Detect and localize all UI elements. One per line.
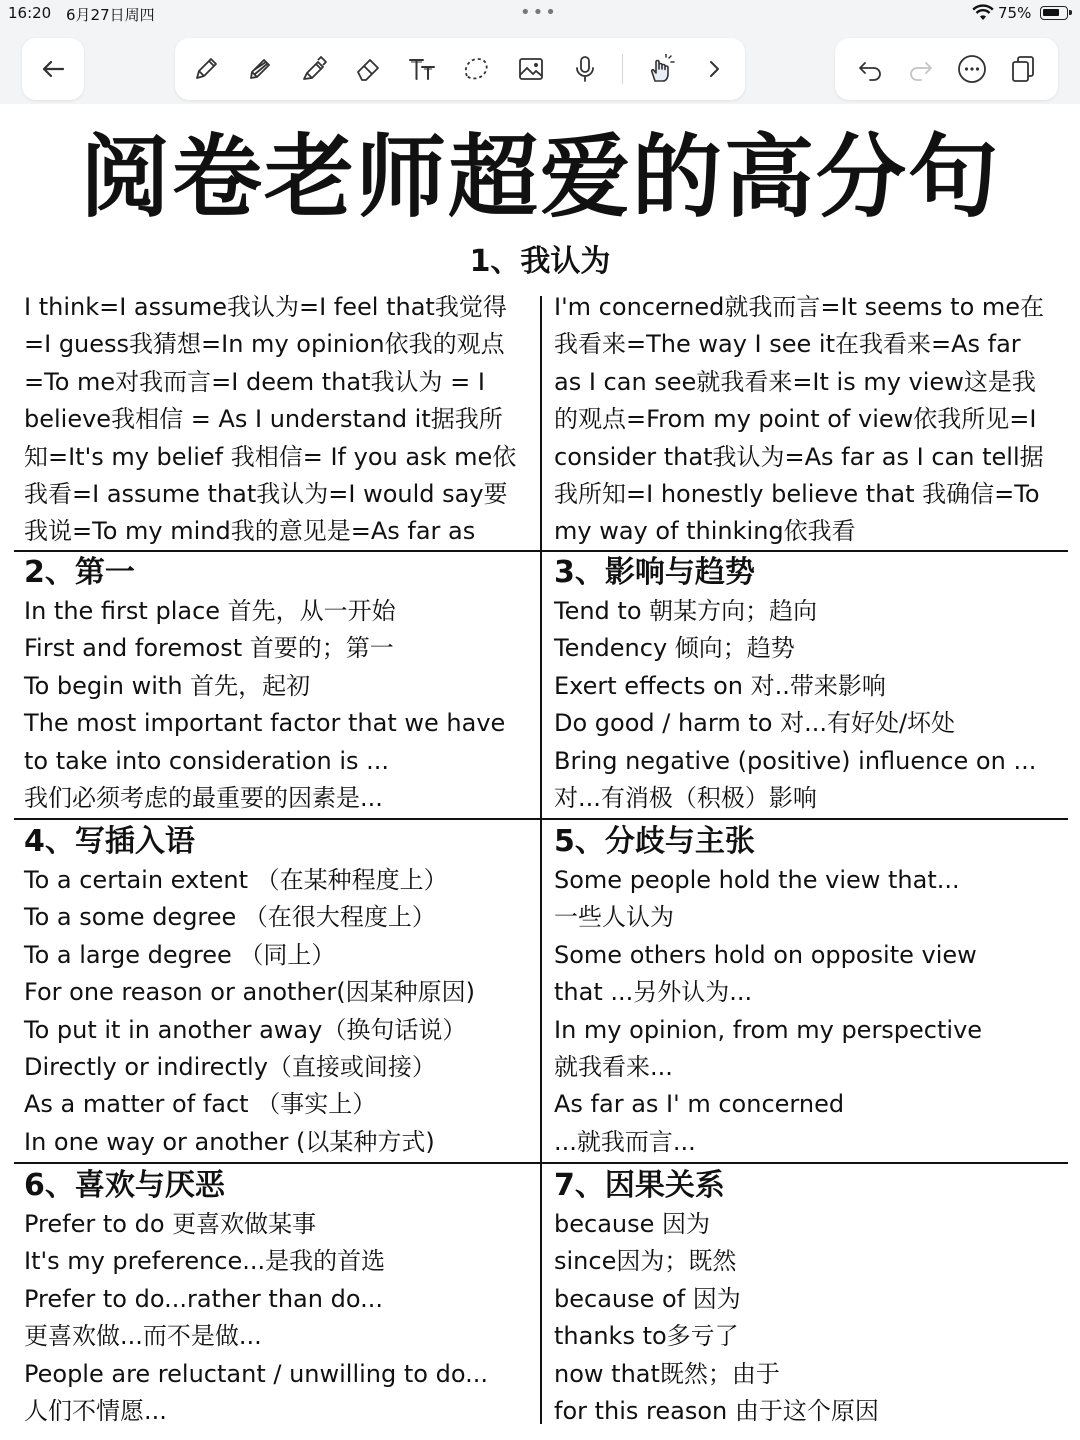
document-title: 阅卷老师超爱的高分句 — [80, 125, 1000, 230]
highlighter-icon[interactable] — [297, 52, 331, 86]
microphone-icon[interactable] — [568, 52, 602, 86]
text-line: In one way or another (以某种方式) — [24, 1127, 435, 1156]
section-7-heading: 7、因果关系 — [554, 1168, 725, 1203]
section-4 — [14, 822, 542, 1161]
text-line: since因为；既然 — [554, 1247, 737, 1276]
status-date: 6月27日周四 — [66, 6, 155, 24]
text-line: To a large degree （同上） — [24, 940, 336, 969]
hand-pointer-icon[interactable] — [643, 52, 677, 86]
text-line: Some people hold the view that... — [554, 866, 960, 894]
text-line: 就我看来... — [554, 1053, 673, 1082]
status-bar — [0, 0, 1080, 28]
text-line: ...就我而言... — [554, 1127, 696, 1156]
text-line: To put it in another away（换句话说） — [24, 1015, 467, 1044]
text-line: It's my preference...是我的首选 — [24, 1247, 386, 1276]
text-line: People are reluctant / unwilling to do... — [24, 1359, 488, 1388]
text-line: =I guess我猜想=In my opinion依我的观点 — [24, 330, 505, 359]
undo-icon[interactable] — [853, 52, 887, 86]
text-line: now that既然；由于 — [554, 1359, 780, 1388]
text-line: Tend to 朝某方向；趋向 — [554, 597, 818, 625]
text-line: because of 因为 — [554, 1284, 741, 1313]
document-actions-bar — [835, 38, 1058, 100]
text-tool-icon[interactable] — [405, 52, 439, 86]
section-1-left — [14, 289, 542, 551]
text-line: Bring negative (positive) influence on ... — [554, 746, 1037, 775]
text-line: to take into consideration is ... — [24, 746, 390, 775]
text-line: I'm concerned就我而言=It seems to me在 — [554, 293, 1045, 321]
toolbar-divider — [622, 54, 623, 84]
text-line: believe我相信 = As I understand it据我所 — [24, 405, 503, 434]
text-line: To begin with 首先，起初 — [24, 671, 311, 700]
pencil-icon[interactable] — [243, 52, 277, 86]
section-2 — [14, 553, 542, 817]
text-line: To a some degree （在很大程度上） — [24, 903, 436, 932]
text-line: Exert effects on 对..带来影响 — [554, 671, 886, 700]
text-line: 我看来=The way I see it在我看来=As far — [554, 330, 1021, 359]
text-line: Prefer to do 更喜欢做某事 — [24, 1210, 317, 1238]
column-divider — [540, 296, 542, 1424]
text-line: 对...有消极（积极）影响 — [554, 784, 817, 813]
section-5 — [544, 822, 1074, 1161]
lasso-icon[interactable] — [459, 52, 493, 86]
text-line: As far as I' m concerned — [554, 1090, 845, 1119]
pen-icon[interactable] — [189, 52, 223, 86]
back-button[interactable] — [22, 38, 84, 100]
chevron-right-icon[interactable] — [697, 52, 731, 86]
text-line: for this reason 由于这个原因 — [554, 1397, 879, 1426]
text-line: Do good / harm to 对...有好处/坏处 — [554, 709, 956, 738]
text-line: 我们必须考虑的最重要的因素是... — [24, 784, 383, 813]
section-3-heading: 3、影响与趋势 — [554, 555, 755, 590]
text-line: 更喜欢做...而不是做... — [24, 1322, 262, 1351]
battery-percentage: 75% — [998, 4, 1032, 22]
back-arrow-icon — [38, 54, 68, 84]
section-7 — [544, 1166, 1074, 1430]
text-line: As a matter of fact （事实上） — [24, 1090, 377, 1119]
multitasking-dots-icon[interactable]: ••• — [520, 2, 558, 23]
text-line: Prefer to do...rather than do... — [24, 1284, 383, 1313]
text-line: because 因为 — [554, 1210, 711, 1238]
text-line: consider that我认为=As far as I can tell据 — [554, 442, 1044, 471]
text-line: my way of thinking依我看 — [554, 517, 856, 546]
text-line: 我说=To my mind我的意见是=As far as — [24, 517, 476, 546]
section-5-heading: 5、分歧与主张 — [554, 824, 755, 859]
text-line: 知=It's my belief 我相信= If you ask me依 — [24, 442, 517, 471]
text-line: 人们不情愿... — [24, 1397, 167, 1426]
text-line: Directly or indirectly（直接或间接） — [24, 1053, 436, 1082]
more-icon[interactable] — [955, 52, 989, 86]
section-1-heading: 1、我认为 — [469, 244, 611, 279]
text-line: =To me对我而言=I deem that我认为 = I — [24, 367, 485, 396]
text-line: thanks to多亏了 — [554, 1322, 739, 1351]
text-line: In the first place 首先，从一开始 — [24, 597, 396, 625]
eraser-icon[interactable] — [351, 52, 385, 86]
drawing-tools-bar — [175, 38, 745, 100]
text-line: Tendency 倾向；趋势 — [554, 634, 795, 663]
section-3 — [544, 553, 1074, 817]
pages-icon[interactable] — [1006, 52, 1040, 86]
text-line: In my opinion, from my perspective — [554, 1015, 983, 1044]
toolbar — [0, 28, 1080, 104]
text-line: To a certain extent （在某种程度上） — [24, 866, 448, 894]
section-4-heading: 4、写插入语 — [24, 824, 195, 859]
text-line: 我所知=I honestly believe that 我确信=To — [554, 480, 1040, 509]
battery-icon — [1040, 6, 1068, 20]
section-2-heading: 2、第一 — [24, 555, 135, 590]
image-icon[interactable] — [514, 52, 548, 86]
text-line: 我看=I assume that我认为=I would say要 — [24, 480, 508, 509]
text-line: I think=I assume我认为=I feel that我觉得 — [24, 293, 507, 321]
status-time: 16:20 — [8, 4, 52, 22]
text-line: that ...另外认为... — [554, 978, 753, 1007]
text-line: First and foremost 首要的；第一 — [24, 634, 394, 663]
text-line: as I can see就我看来=It is my view这是我 — [554, 367, 1036, 396]
text-line: Some others hold on opposite view — [554, 940, 977, 969]
text-line: For one reason or another(因某种原因) — [24, 978, 476, 1007]
section-1-right — [544, 289, 1074, 551]
section-6 — [14, 1166, 542, 1430]
wifi-icon — [972, 4, 994, 22]
section-6-heading: 6、喜欢与厌恶 — [24, 1168, 225, 1203]
redo-icon[interactable] — [904, 52, 938, 86]
text-line: 一些人认为 — [554, 903, 674, 932]
text-line: 的观点=From my point of view依我所见=I — [554, 405, 1037, 434]
text-line: The most important factor that we have — [24, 709, 506, 738]
